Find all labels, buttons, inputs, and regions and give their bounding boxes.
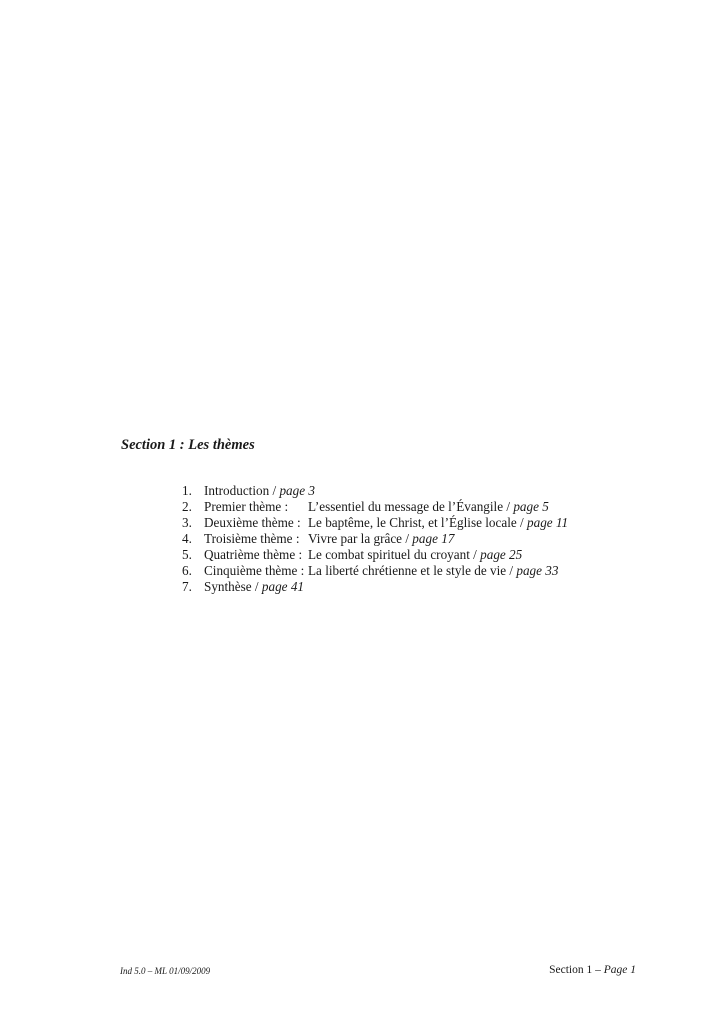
toc-item-page: page 25 <box>480 547 523 562</box>
toc-item-theme: Premier thème : <box>204 499 289 514</box>
toc-item-introduction <box>182 483 315 499</box>
toc-item-number: 5. <box>182 547 192 562</box>
section-title: Section 1 : Les thèmes <box>121 437 255 453</box>
toc-item-theme: Quatrième thème : <box>204 547 303 562</box>
toc-item-theme: Troisième thème : <box>204 531 300 546</box>
toc-item-synthese <box>182 579 305 595</box>
toc-item-number: 7. <box>182 579 192 594</box>
toc-item-theme: Synthèse / <box>204 579 262 594</box>
toc-item-subtitle: Le combat spirituel du croyant / <box>308 547 481 562</box>
toc-item-number: 1. <box>182 483 192 498</box>
toc-item-theme: Deuxième thème : <box>204 515 301 530</box>
footer-section-label: Section 1 – <box>549 964 604 976</box>
footer-version-date: Ind 5.0 – ML 01/09/2009 <box>120 966 211 976</box>
toc-item-subtitle: Vivre par la grâce / <box>308 531 413 546</box>
toc-item-troisieme-theme <box>182 531 455 547</box>
toc-item-subtitle: Le baptême, le Christ, et l’Église locale / <box>308 515 527 530</box>
toc-item-subtitle: L’essentiel du message de l’Évangile / <box>308 499 514 514</box>
toc-item-page: page 41 <box>261 579 305 594</box>
toc-item-number: 3. <box>182 515 192 530</box>
table-of-contents <box>182 483 569 595</box>
toc-item-premier-theme <box>182 499 549 515</box>
toc-item-number: 2. <box>182 499 192 514</box>
toc-item-page: page 11 <box>527 515 569 530</box>
toc-item-number: 6. <box>182 563 192 578</box>
toc-item-theme: Introduction / <box>204 483 280 498</box>
toc-item-subtitle: La liberté chrétienne et le style de vie / <box>308 563 517 578</box>
toc-item-deuxieme-theme <box>182 515 569 531</box>
toc-item-quatrieme-theme <box>182 547 523 563</box>
toc-item-page: page 33 <box>516 563 559 578</box>
toc-item-page: page 5 <box>513 499 549 514</box>
toc-item-theme: Cinquième thème : <box>204 563 305 578</box>
toc-item-page: page 3 <box>279 483 315 498</box>
toc-item-page: page 17 <box>412 531 455 546</box>
footer-page-number <box>549 964 636 976</box>
footer-page-label: Page 1 <box>603 964 636 976</box>
toc-item-number: 4. <box>182 531 192 546</box>
toc-item-cinquieme-theme <box>182 563 559 579</box>
